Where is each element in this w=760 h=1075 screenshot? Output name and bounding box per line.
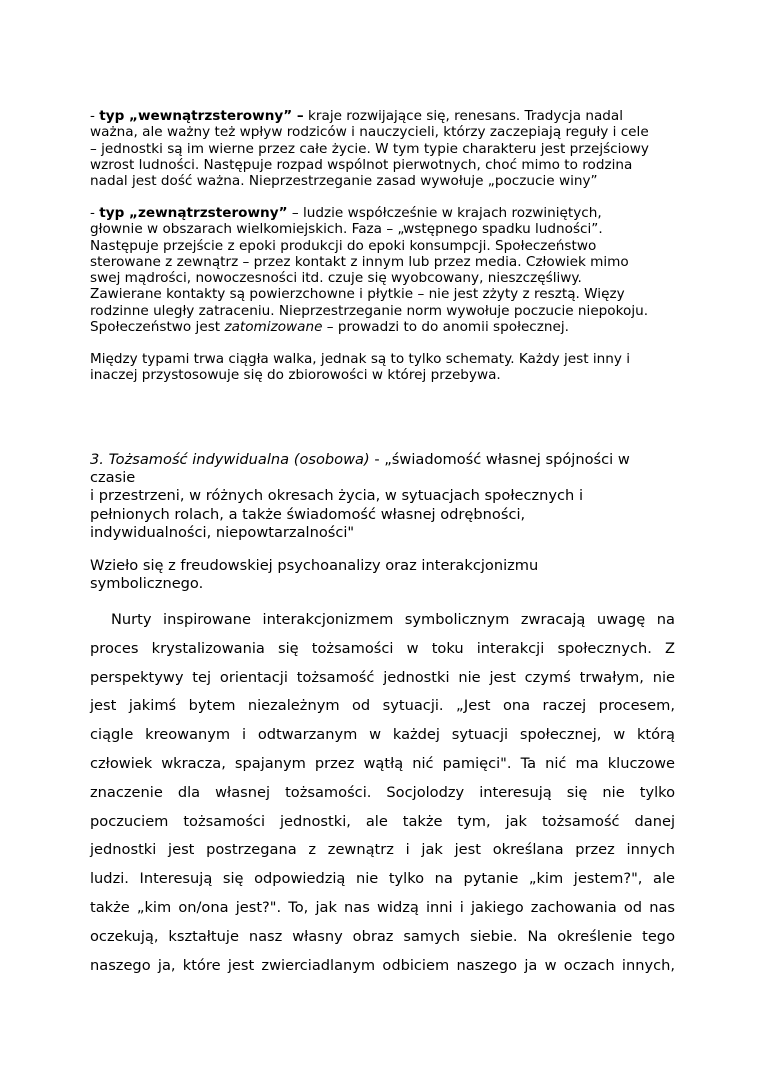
italic-term: zatomizowane [224,319,323,336]
paragraph-body [90,606,675,980]
text-line: i przestrzeni, w różnych okresach życia, w sytuacjach społecznych i [90,487,583,505]
text-line: głownie w obszarach wielkomiejskich. Faza – „wstępnego spadku ludności”. [90,221,603,238]
text-line: ważna, ale ważny też wpływ rodziców i nauczycieli, którzy zaczepiają reguły i cele [90,124,649,141]
text-line: perspektywy tej orientacji tożsamość jednostki nie jest czymś trwałym, nie [90,668,675,686]
term-other-directed: typ „zewnątrzsterowny” [99,205,288,221]
text-line: człowiek wkracza, spajanym przez wątłą nić pamięci". Ta nić ma kluczowe [90,754,675,772]
text-line: Wzieło się z freudowskiej psychoanalizy oraz interakcjonizmu [90,557,539,574]
text-line [90,319,675,335]
list-dash: - [90,108,100,124]
text-line: swej mądrości, nowoczesności itd. czuje się wyobcowany, nieszczęśliwy. [90,270,582,287]
text-line: znaczenie dla własnej tożsamości. Socjolodzy interesują się nie tylko [90,783,675,801]
text-segment: - „świadomość własnej spójności w [369,451,630,468]
text-line: naszego ja, które jest zwierciadlanym odbiciem naszego ja w oczach innych, [90,956,675,974]
text-line: inaczej przystosowuje się do zbiorowości w której przebywa. [90,367,501,384]
term-inner-directed: typ „wewnątrzsterowny” – [99,108,304,124]
paragraph-section-3 [90,451,675,542]
text-line: proces krystalizowania się tożsamości w toku interakcji społecznych. Z [90,639,675,657]
text-line: indywidualności, niepowtarzalności" [90,523,355,541]
text-line: Następuje przejście z epoki produkcji do epoki konsumpcji. Społeczeństwo [90,237,597,254]
text-line: sterowane z zewnątrz – przez kontakt z innym lub przez media. Człowiek mimo [90,253,629,270]
paragraph-other-directed [90,205,675,335]
text-line [90,108,675,124]
paragraph-inner-directed [90,108,675,189]
text-line: oczekują, kształtuje nasz własny obraz samych siebie. Na określenie tego [90,927,675,945]
text-line: pełnionych rolach, a także świadomość własnej odrębności, [90,505,526,523]
text-line [90,451,675,469]
section-heading: 3. Tożsamość indywidualna (osobowa) [90,451,370,468]
text-line: ciągle kreowanym i odtwarzanym w każdej sytuacji społecznej, w którą [90,726,675,744]
text-line: wzrost ludności. Następuje rozpad wspólnot pierwotnych, choć mimo to rodzina [90,156,633,173]
text-line: Zawierane kontakty są powierzchowne i płytkie – nie jest zżyty z resztą. Więzy [90,286,625,303]
text-line: rodzinne uległy zatraceniu. Nieprzestrzeganie norm wywołuje poczucie niepokoju. [90,302,649,319]
text-line: czasie [90,469,136,487]
text-segment: Społeczeństwo jest [90,319,225,336]
text-line: także „kim on/ona jest?". To, jak nas widzą inni i jakiego zachowania od nas [90,898,675,916]
text-line: jest jakimś bytem niezależnym od sytuacji. „Jest ona raczej procesem, [90,697,675,715]
text-segment: kraje rozwijające się, renesans. Tradycja nadal [303,108,624,124]
text-line: Między typami trwa ciągła walka, jednak są to tylko schematy. Każdy jest inny i [90,351,631,367]
text-line: poczuciem tożsamości jednostki, ale także tym, jak tożsamość danej [90,812,675,830]
text-line: symbolicznego. [90,575,204,593]
list-dash: - [90,205,100,221]
text-line: Nurty inspirowane interakcjonizmem symbolicznym zwracają uwagę na [111,611,675,628]
text-line: jednostki jest postrzegana z zewnątrz i jak jest określana przez innych [90,841,675,859]
text-line [90,205,675,221]
paragraph-summary [90,351,675,384]
text-line: nadal jest dość ważna. Nieprzestrzeganie zasad wywołuje „poczucie winy” [90,173,598,190]
text-segment: – ludzie współcześnie w krajach rozwiniętych, [287,205,602,221]
text-segment: – prowadzi to do anomii społecznej. [322,319,569,336]
paragraph-origin [90,557,675,593]
text-line: ludzi. Interesują się odpowiedzią nie tylko na pytanie „kim jestem?", ale [90,870,675,888]
text-line: – jednostki są im wierne przez całe życie. W tym typie charakteru jest przejściowy [90,140,649,157]
